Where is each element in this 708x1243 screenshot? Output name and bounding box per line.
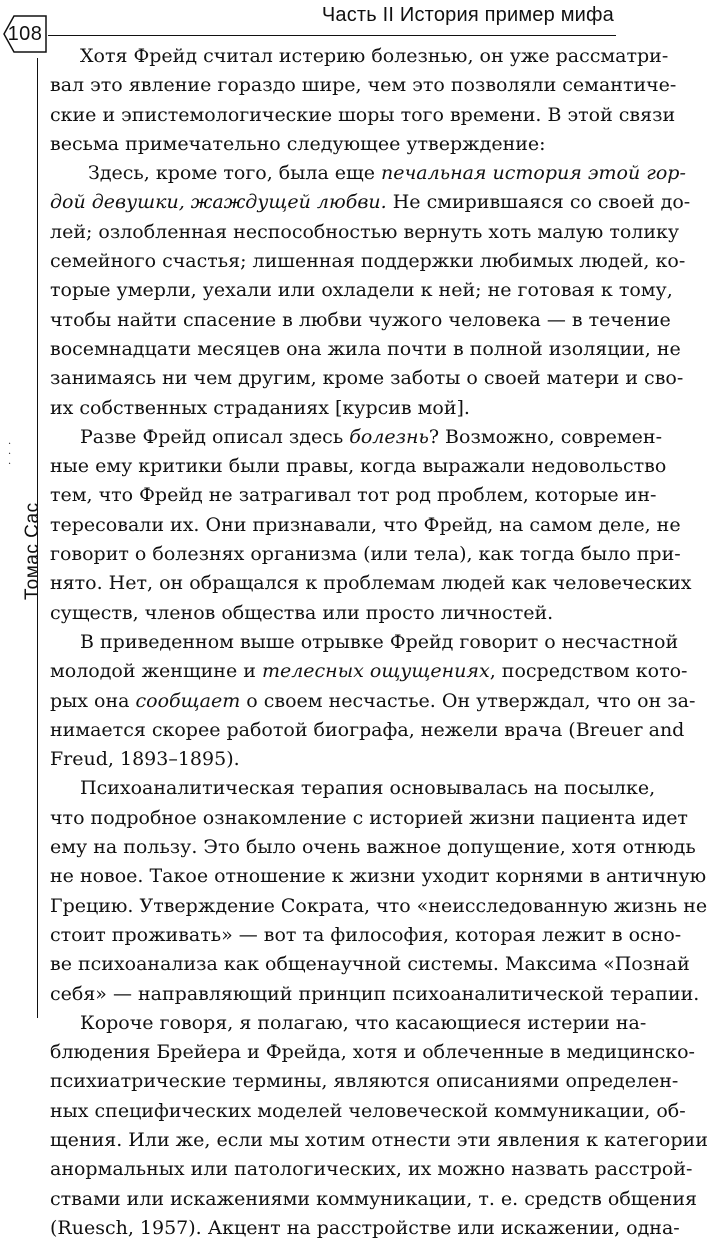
- text-line: ему на пользу. Это было очень важное допущение, хотя отнюдь: [50, 836, 696, 859]
- running-head: Часть II История пример мифа: [321, 4, 614, 26]
- text-line: Freud, 1893–1895).: [50, 748, 240, 771]
- text-line: ных специфических моделей человеческой коммуникации, об-: [50, 1099, 686, 1122]
- text-line: психиатрические термины, являются описаниями определен-: [50, 1070, 679, 1093]
- text-line: тем, что Фрейд не затрагивал тот род проблем, которые ин-: [50, 484, 657, 507]
- page-number: 108: [7, 23, 43, 45]
- text-line: Короче говоря, я полагаю, что касающиеся истерии на-: [80, 1011, 647, 1034]
- text-line: лей; озлобленная неспособностью вернуть хоть малую толику: [50, 220, 680, 243]
- text-line: ствами или искажениями коммуникации, т. е. средств общения: [50, 1187, 697, 1210]
- text-line: существ, членов общества или просто личностей.: [50, 601, 554, 624]
- text-line: их собственных страданиях [курсив мой].: [50, 396, 470, 419]
- text-line: анормальных или патологических, их можно назвать расстрой-: [50, 1158, 693, 1181]
- text-line: торые умерли, уехали или охладели к ней; не готовая к тому,: [50, 279, 673, 302]
- text-line: (Ruesch, 1957). Акцент на расстройстве или искажении, одна-: [50, 1216, 680, 1239]
- text-line: рых она сообщает о своем несчастье. Он утверждал, что он за-: [50, 689, 696, 712]
- text-line: семейного счастья; лишенная поддержки любимых людей, ко-: [50, 250, 686, 273]
- text-line: весьма примечательно следующее утверждение:: [50, 132, 546, 155]
- text-line: восемнадцати месяцев она жила почти в полной изоляции, не: [50, 337, 681, 360]
- side-author: Томас Сас: [22, 502, 43, 600]
- text-line: Хотя Фрейд считал истерию болезнью, он уже рассматри-: [80, 45, 669, 67]
- text-line: Психоаналитическая терапия основывалась на посылке,: [80, 777, 656, 800]
- text-line: Грецию. Утверждение Сократа, что «неисследованную жизнь не: [50, 894, 708, 917]
- text-line: занимаясь ни чем другим, кроме заботы о своей матери и сво-: [50, 367, 684, 390]
- text-line: молодой женщине и телесных ощущениях, посредством кото-: [50, 660, 688, 683]
- text-line: ные ему критики были правы, когда выражали недовольство: [50, 455, 667, 478]
- text-line: что подробное ознакомление с историей жизни пациента идет: [50, 806, 688, 829]
- text-line: себя» — направляющий принцип психоаналитической терапии.: [50, 982, 700, 1005]
- text-line: блюдения Брейера и Фрейда, хотя и облеченные в медицинско-: [50, 1041, 695, 1064]
- text-line: вал это явление гораздо шире, чем это позволяли семантиче-: [50, 74, 677, 97]
- text-line: стоит проживать» — вот та философия, которая лежит в осно-: [50, 923, 682, 946]
- text-line: дой девушки, жаждущей любви. Не смирившаяся со своей до-: [50, 191, 691, 214]
- text-line: ские и эпистемологические шоры того времени. В этой связи: [50, 103, 676, 126]
- body-text: [50, 42, 708, 1243]
- text-line: нято. Нет, он обращался к проблемам людей как человеческих: [50, 572, 692, 595]
- text-line: тересовали их. Они признавали, что Фрейд, на самом деле, не: [50, 513, 681, 536]
- margin-dots: · · ·: [8, 439, 12, 470]
- text-line: щения. Или же, если мы хотим отнести эти явления к категории: [50, 1128, 708, 1151]
- header-rule: [48, 35, 616, 36]
- text-line: чтобы найти спасение в любви чужого человека — в течение: [50, 308, 671, 331]
- text-line: говорит о болезнях организма (или тела), как тогда было при-: [50, 543, 681, 566]
- text-line: В приведенном выше отрывке Фрейд говорит о несчастной: [80, 630, 679, 653]
- text-line: Разве Фрейд описал здесь болезнь? Возможно, современ-: [80, 425, 662, 448]
- text-line: нимается скорее работой биографа, нежели врача (Breuer and: [50, 718, 685, 741]
- text-line: ве психоанализа как общенаучной системы. Максима «Познай: [50, 953, 690, 976]
- text-line: не новое. Такое отношение к жизни уходит корнями в античную: [50, 865, 707, 888]
- text-line: Здесь, кроме того, была еще печальная история этой гор-: [88, 162, 686, 185]
